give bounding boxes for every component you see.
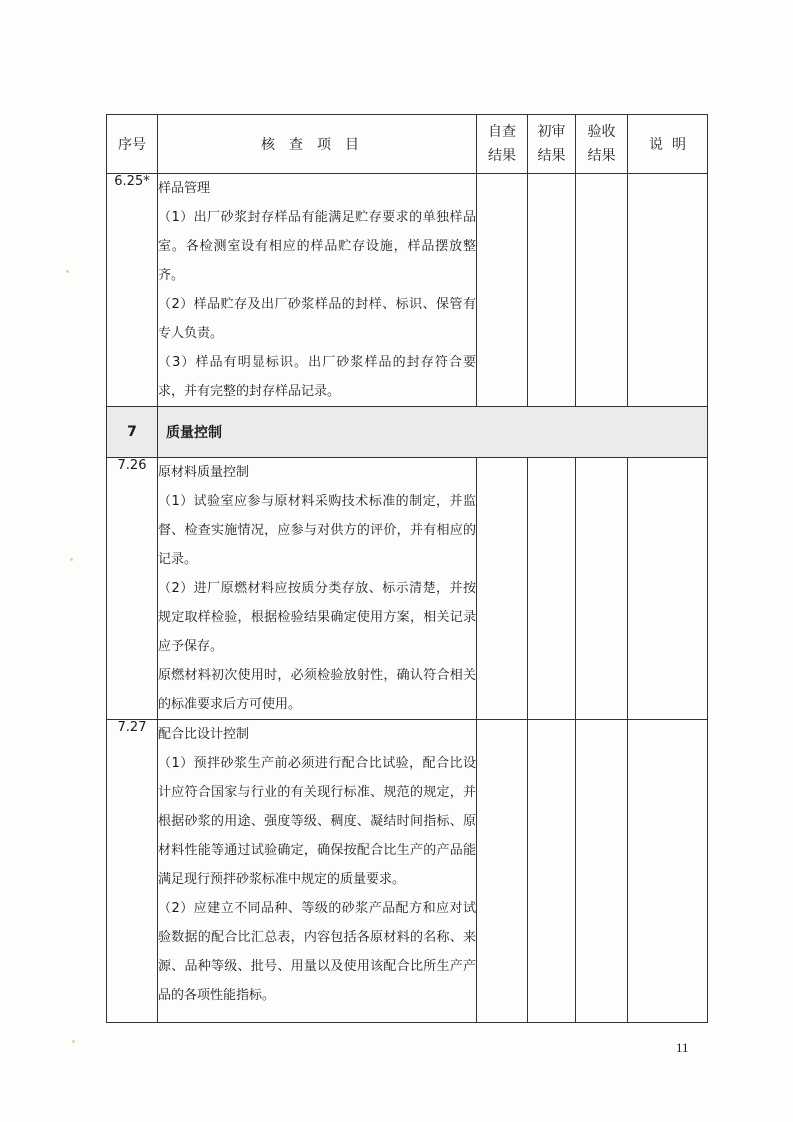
row-paragraph: （2）样品贮存及出厂砂浆样品的封样、标识、保管有专人负责。	[158, 297, 476, 341]
header-acceptance-line1: 验收	[587, 124, 616, 140]
row-content	[158, 458, 477, 720]
row-paragraph: （1）试验室应参与原材料采购技术标准的制定，并监督、检查实施情况，应参与对供方的评价，并有相应的记录。	[158, 494, 476, 567]
row-title: 原材料质量控制	[158, 465, 250, 480]
header-note: 说 明	[628, 115, 708, 174]
header-acceptance	[576, 115, 628, 174]
acceptance-cell[interactable]	[576, 174, 628, 407]
row-title: 配合比设计控制	[158, 727, 250, 742]
row-content	[158, 720, 477, 1023]
note-cell[interactable]	[628, 458, 708, 720]
header-self-check-line2: 结果	[488, 148, 516, 164]
row-number: 7.27	[107, 720, 158, 1023]
header-acceptance-line2: 结果	[587, 148, 616, 164]
acceptance-cell[interactable]	[576, 720, 628, 1023]
header-no: 序号	[107, 115, 158, 174]
table-row	[107, 458, 708, 720]
row-paragraph: （1）出厂砂浆封存样品有能满足贮存要求的单独样品室。各检测室设有相应的样品贮存设施，样品摆放整齐。	[158, 210, 476, 283]
table-row	[107, 720, 708, 1023]
header-first-review-line1: 初审	[537, 124, 566, 140]
self-check-cell[interactable]	[477, 720, 528, 1023]
inspection-table	[106, 114, 708, 1023]
first-review-cell[interactable]	[528, 458, 576, 720]
note-cell[interactable]	[628, 174, 708, 407]
section-row	[107, 407, 708, 458]
section-number: 7	[107, 407, 158, 458]
row-paragraph: （2）应建立不同品种、等级的砂浆产品配方和应对试验数据的配合比汇总表，内容包括各原材料的名称、来源、品种等级、批号、用量以及使用该配合比所生产产品的各项性能指标。	[158, 901, 476, 1003]
section-title: 质量控制	[158, 407, 708, 458]
header-self-check-line1: 自查	[488, 124, 516, 140]
scan-speck	[66, 270, 69, 273]
table-row	[107, 174, 708, 407]
header-first-review	[528, 115, 576, 174]
row-paragraph: （3）样品有明显标识。出厂砂浆样品的封存符合要求，并有完整的封存样品记录。	[158, 355, 476, 399]
acceptance-cell[interactable]	[576, 458, 628, 720]
row-title: 样品管理	[158, 181, 211, 196]
row-paragraph: （1）预拌砂浆生产前必须进行配合比试验，配合比设计应符合国家与行业的有关现行标准、规范的规定，并根据砂浆的用途、强度等级、稠度、凝结时间指标、原材料性能等通过试验确定，确保按配合比生产的产品能满足现行预拌砂浆标准中规定的质量要求。	[158, 756, 476, 887]
table-header-row	[107, 115, 708, 174]
scan-speck	[72, 1040, 75, 1043]
row-paragraph: 原燃材料初次使用时，必须检验放射性，确认符合相关的标准要求后方可使用。	[158, 668, 476, 712]
header-first-review-line2: 结果	[537, 148, 566, 164]
first-review-cell[interactable]	[528, 720, 576, 1023]
page-number: 11	[676, 1040, 689, 1055]
row-content	[158, 174, 477, 407]
row-number: 6.25*	[107, 174, 158, 407]
scan-speck	[70, 558, 73, 561]
first-review-cell[interactable]	[528, 174, 576, 407]
self-check-cell[interactable]	[477, 174, 528, 407]
row-number: 7.26	[107, 458, 158, 720]
header-item: 核查项目	[158, 115, 477, 174]
row-paragraph: （2）进厂原燃材料应按质分类存放、标示清楚，并按规定取样检验，根据检验结果确定使用方案，相关记录应予保存。	[158, 581, 476, 654]
self-check-cell[interactable]	[477, 458, 528, 720]
note-cell[interactable]	[628, 720, 708, 1023]
header-self-check	[477, 115, 528, 174]
